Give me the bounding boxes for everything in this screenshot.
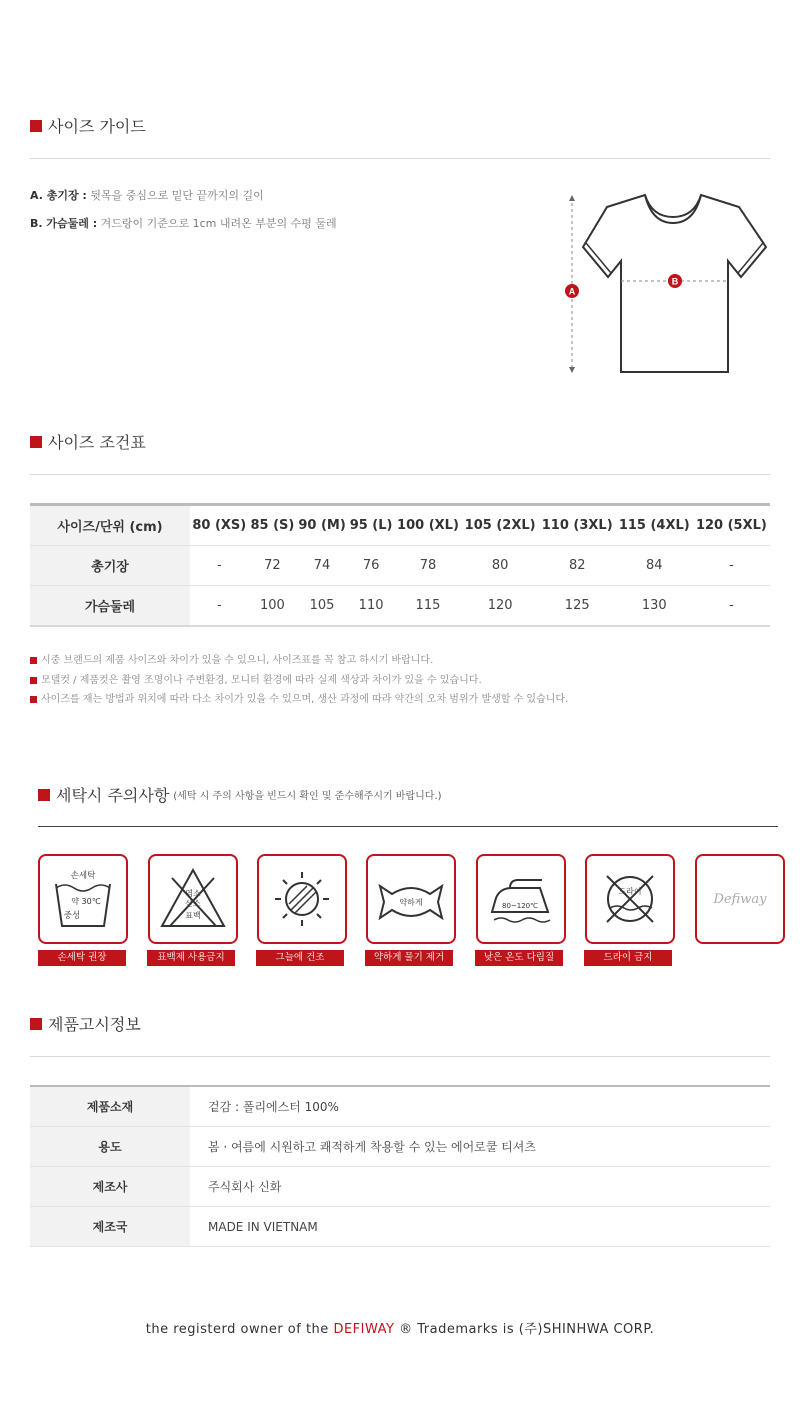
table-cell: 78 — [394, 546, 461, 586]
no-bleach-label: 표백제 사용금지 — [147, 950, 235, 966]
svg-text:A: A — [568, 286, 576, 297]
table-cell: 76 — [348, 546, 395, 586]
table-cell: 130 — [641, 598, 667, 613]
table-cell: - — [693, 546, 770, 586]
guide-item-length: A. 총기장 : 뒷목을 중심으로 밑단 끝까지의 길이 — [30, 189, 264, 202]
no-bleach-icon — [148, 854, 238, 944]
divider — [30, 474, 770, 475]
svg-text:손세탁: 손세탁 — [70, 871, 96, 881]
size-table-title: 사이즈 조건표 — [30, 430, 146, 453]
divider — [30, 1056, 770, 1057]
table-row — [30, 1207, 770, 1247]
row-value: 봄 · 여름에 시원하고 쾌적하게 착용할 수 있는 에어로쿨 티셔츠 — [190, 1127, 770, 1167]
svg-text:약 30℃: 약 30℃ — [71, 897, 101, 906]
note-marker — [30, 677, 37, 684]
size-table — [30, 503, 770, 627]
size-guide-title: 사이즈 가이드 — [30, 114, 146, 137]
table-row — [30, 1127, 770, 1167]
row-value: 겉감 : 폴리에스터 100% — [190, 1086, 770, 1127]
svg-text:염소: 염소 — [185, 889, 201, 898]
hand-wash-icon — [38, 854, 128, 944]
shade-dry-label: 그늘에 건조 — [256, 950, 344, 966]
table-header-row — [30, 505, 770, 546]
brand-name: DEFIWAY — [333, 1322, 395, 1337]
trademark-footer: the registerd owner of the DEFIWAY ® Trademarks is (주)SHINHWA CORP. — [145, 1322, 655, 1337]
size-column-header: 85 (S) — [249, 505, 297, 546]
row-value: MADE IN VIETNAM — [190, 1207, 770, 1247]
row-label: 총기장 — [30, 546, 190, 586]
table-cell: 80 — [462, 546, 539, 586]
section-marker — [30, 120, 42, 132]
svg-text:표백: 표백 — [185, 911, 201, 920]
svg-text:산소: 산소 — [185, 899, 201, 908]
svg-text:드라이: 드라이 — [618, 887, 642, 896]
gentle-wring-icon — [366, 854, 456, 944]
no-dry-clean-icon — [585, 854, 675, 944]
section-marker — [38, 789, 50, 801]
product-info-title: 제품고시정보 — [30, 1012, 141, 1035]
size-column-header: 110 (3XL) — [539, 505, 616, 546]
note-item: 시중 브랜드의 제품 사이즈와 차이가 있을 수 있으니, 사이즈표를 꼭 참고 하시기 바랍니다. — [30, 651, 568, 671]
svg-text:B: B — [671, 276, 679, 287]
table-cell: 120 — [487, 598, 513, 613]
size-column-header: 120 (5XL) — [693, 505, 770, 546]
table-cell: - — [216, 598, 222, 613]
row-label: 제조사 — [30, 1167, 190, 1207]
section-marker — [30, 436, 42, 448]
size-column-header: 105 (2XL) — [462, 505, 539, 546]
row-label: 용도 — [30, 1127, 190, 1167]
table-cell: 74 — [296, 546, 348, 586]
product-info-table — [30, 1085, 770, 1247]
table-cell: 110 — [358, 598, 384, 613]
size-notes — [30, 651, 568, 710]
table-row — [30, 1167, 770, 1207]
washing-subtitle: (세탁 시 주의 사항을 빈드시 확인 및 준수해주시기 바랍니다.) — [173, 791, 442, 802]
size-column-header: 95 (L) — [348, 505, 395, 546]
table-cell: 82 — [539, 546, 616, 586]
hand-wash-label: 손세탁 권장 — [38, 950, 126, 966]
size-column-header: 100 (XL) — [394, 505, 461, 546]
table-row — [30, 546, 770, 586]
table-cell: 125 — [564, 598, 590, 613]
no-dry-clean-label: 드라이 금지 — [584, 950, 672, 966]
size-column-header: 115 (4XL) — [616, 505, 693, 546]
note-marker — [30, 657, 37, 664]
note-marker — [30, 696, 37, 703]
table-row — [30, 586, 770, 627]
divider — [38, 826, 778, 827]
defiway-logo: Defiway — [695, 854, 785, 944]
note-item: 사이즈를 재는 방법과 위치에 따라 다소 차이가 있을 수 있으며, 생산 과정에 따라 약간의 오차 범위가 발생할 수 있습니다. — [30, 690, 568, 710]
row-value: 주식회사 신화 — [190, 1167, 770, 1207]
note-item: 모델컷 / 제품컷은 촬영 조명이나 주변환경, 모니터 환경에 따라 실제 색상과 차이가 있을 수 있습니다. — [30, 671, 568, 691]
low-iron-icon — [476, 854, 566, 944]
svg-text:중성: 중성 — [63, 911, 81, 921]
table-cell: 115 — [415, 598, 441, 613]
row-label: 가슴둘레 — [30, 586, 190, 627]
gentle-wring-label: 약하게 물기 제거 — [365, 950, 453, 966]
table-cell: 105 — [309, 598, 335, 613]
svg-text:약하게: 약하게 — [399, 898, 423, 907]
row-label: 제조국 — [30, 1207, 190, 1247]
table-cell: 72 — [249, 546, 297, 586]
table-cell: - — [190, 546, 249, 586]
table-cell: 100 — [260, 598, 285, 613]
size-column-header: 90 (M) — [296, 505, 348, 546]
section-marker — [30, 1018, 42, 1030]
shade-dry-icon — [257, 854, 347, 944]
washing-title: 세탁시 주의사항 (세탁 시 주의 사항을 빈드시 확인 및 준수해주시기 바랍니다.) — [38, 783, 442, 806]
guide-item-chest: B. 가슴둘레 : 겨드랑이 기준으로 1cm 내려온 부분의 수평 둘레 — [30, 217, 337, 230]
svg-text:80~120℃: 80~120℃ — [502, 902, 538, 910]
divider — [30, 158, 770, 159]
table-cell: - — [729, 598, 734, 613]
table-corner: 사이즈/단위 (cm) — [30, 505, 190, 546]
table-cell: 84 — [616, 546, 693, 586]
table-row — [30, 1086, 770, 1127]
tshirt-diagram — [555, 185, 775, 380]
row-label: 제품소재 — [30, 1086, 190, 1127]
low-iron-label: 낮은 온도 다림질 — [475, 950, 563, 966]
size-column-header: 80 (XS) — [190, 505, 249, 546]
